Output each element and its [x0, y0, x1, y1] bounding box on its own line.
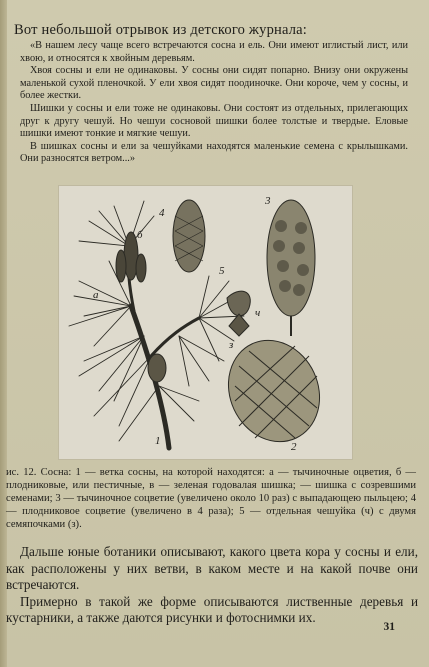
excerpt-paragraph: Шишки у сосны и ели тоже не одинаковы. Они состоят из отдельных, прилегающих друг к другу чешуй. Но чешуи сосновой шишки более толстые и твердые. Еловые шишки имеют тонкие и мягкие чешуи.	[20, 102, 408, 140]
label-z: з	[229, 339, 234, 351]
pine-drawing	[59, 186, 352, 459]
page-number: 31	[383, 621, 395, 633]
body-text	[6, 544, 418, 627]
excerpt-paragraph: Хвоя сосны и ели не одинаковы. У сосны они сидят попарно. Внизу они окружены маленькой сухой пленочкой. У ели хвоя сидят поодиночке. Они короче, чем у сосны, и более жестки.	[20, 65, 408, 102]
label-ch: ч	[255, 307, 261, 319]
label-3: 3	[265, 195, 271, 207]
body-paragraph: Дальше юные ботаники описывают, какого цвета кора у сосны и ели, как расположены у них ветви, в каком месте и на какой почве они встречаются.	[6, 544, 418, 592]
excerpt-paragraph: В шишках сосны и ели за чешуйками находятся маленькие семена с крылышками. Они разносятся ветром...»	[20, 140, 408, 165]
body-paragraph: Примерно в такой же форме описываются лиственные деревья и кустарники, а также даются рисунки и фотоснимки их.	[6, 593, 418, 625]
label-2: 2	[291, 441, 297, 453]
seed-scale-drawing	[227, 291, 250, 336]
intro-line: Вот небольшой отрывок из детского журнала:	[14, 22, 308, 38]
label-b: б	[137, 229, 143, 241]
label-a: а	[93, 289, 99, 301]
pine-illustration	[58, 185, 353, 460]
label-1: 1	[155, 435, 161, 447]
pine-branch-drawing	[69, 201, 244, 448]
excerpt-paragraph: «В нашем лесу чаще всего встречаются сосна и ель. Они имеют иглистый лист, или хвою, и относятся к хвойным деревьям.	[20, 40, 408, 64]
label-4: 4	[159, 207, 165, 219]
figure-caption: ис. 12. Сосна: 1 — ветка сосны, на которой находятся: а — тычиночные оцветия, б — плодниковые, или пестичные, в — зеленая годовалая шишка; — шишка с созревшими семенами; 3 — тычиночное соцветие (увеличено около 10 раз) с выпадающею пыльцею; 4 — плодниковое соцветие (увеличено в 4 раза); 5 — отдельная чешуйка (ч) с двумя семяпочками (з).	[6, 467, 416, 530]
label-5: 5	[219, 265, 225, 277]
young-cone-drawing	[173, 200, 205, 272]
journal-excerpt	[20, 40, 408, 166]
male-spike-drawing	[267, 200, 315, 336]
